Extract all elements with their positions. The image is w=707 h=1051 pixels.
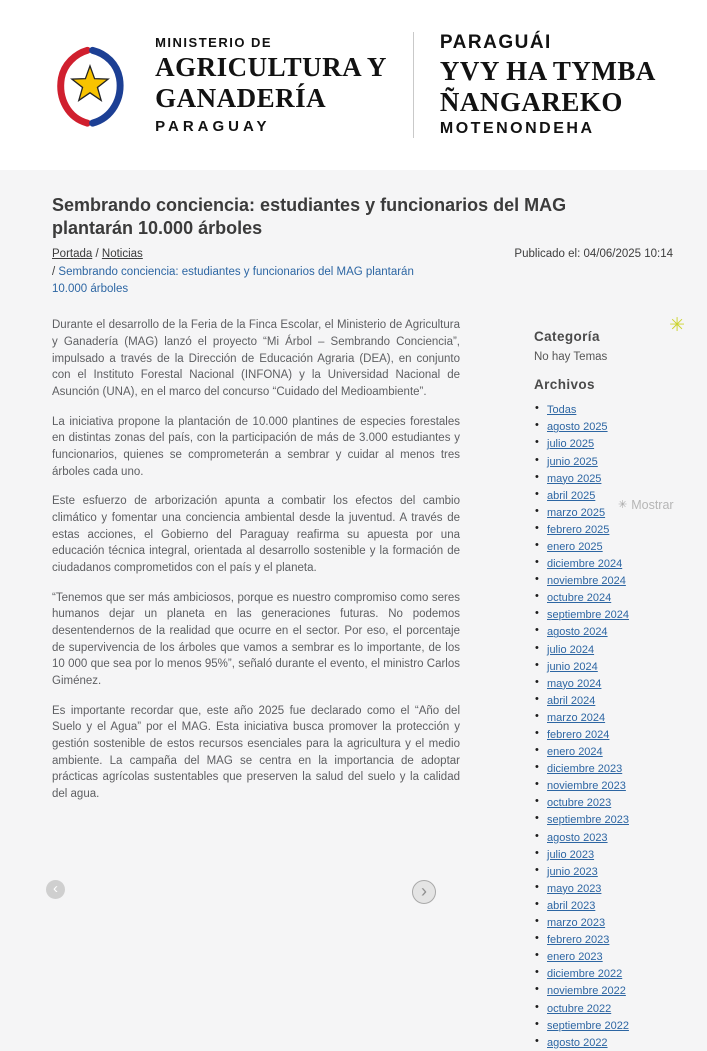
- archive-link[interactable]: marzo 2023: [547, 917, 606, 930]
- archive-link[interactable]: febrero 2024: [547, 729, 610, 741]
- guarani-line-4: MOTENONDEHA: [439, 119, 595, 137]
- archive-link[interactable]: enero 2023: [547, 951, 603, 964]
- archive-link[interactable]: julio 2025: [547, 438, 595, 451]
- archives-heading: Archivos: [534, 377, 595, 393]
- breadcrumb-separator: /: [95, 247, 99, 260]
- archive-item: [534, 521, 673, 538]
- sidebar: [460, 317, 673, 1051]
- archive-link[interactable]: mayo 2024: [547, 677, 602, 690]
- accessibility-asterisk-icon[interactable]: ✳: [669, 315, 685, 336]
- archive-link[interactable]: abril 2023: [547, 899, 596, 912]
- archive-link[interactable]: marzo 2024: [547, 711, 606, 724]
- archive-link[interactable]: mayo 2023: [547, 882, 602, 895]
- archive-item: [534, 743, 673, 760]
- archive-item: [534, 1017, 673, 1034]
- archive-link[interactable]: enero 2025: [547, 540, 603, 553]
- archive-link[interactable]: Todas: [547, 404, 577, 417]
- site-header: [0, 0, 707, 170]
- archive-item: [534, 829, 673, 846]
- archive-item: [534, 863, 673, 880]
- meta-row: [52, 246, 673, 299]
- article-paragraph: La iniciativa propone la plantación de 10.000 plantines de especies forestales en distintas zonas del país, con la participación de más de 3.000 estudiantes y funcionarios, quienes se comprometerán a sembrar y cuidar al menos tres árboles cada uno.: [52, 415, 460, 478]
- ministry-line-4: PARAGUAY: [155, 117, 271, 135]
- archive-item: [534, 470, 673, 487]
- archive-link[interactable]: mayo 2025: [547, 472, 602, 485]
- mostrar-label: Mostrar: [631, 498, 674, 512]
- archive-item: [534, 572, 673, 589]
- page-title: Sembrando conciencia: estudiantes y funcionarios del MAG plantarán 10.000 árboles: [52, 195, 567, 239]
- ministry-line-1: MINISTERIO DE: [155, 35, 273, 51]
- archive-item: [534, 709, 673, 726]
- chevron-right-icon: ›: [421, 880, 427, 901]
- archive-link[interactable]: diciembre 2024: [547, 558, 623, 571]
- content-columns: [52, 317, 673, 1051]
- archive-link[interactable]: abril 2025: [547, 489, 596, 502]
- archive-link[interactable]: octubre 2022: [547, 1002, 612, 1015]
- breadcrumb-separator: /: [52, 265, 56, 278]
- archive-item: [534, 675, 673, 692]
- archive-link[interactable]: marzo 2025: [547, 506, 606, 519]
- archive-item: [534, 641, 673, 658]
- paraguay-coat-of-arms-logo: [51, 40, 129, 130]
- archive-item: [534, 931, 673, 948]
- guarani-wordmark: [440, 32, 656, 137]
- archive-item: [534, 897, 673, 914]
- archive-link[interactable]: junio 2024: [547, 660, 598, 673]
- ministry-wordmark: [155, 35, 387, 134]
- guarani-line-2: YVY HA TYMBA: [439, 56, 656, 87]
- header-divider: [413, 32, 414, 138]
- archive-item: [534, 948, 673, 965]
- archive-item: [534, 453, 673, 470]
- archive-link[interactable]: octubre 2024: [547, 592, 612, 605]
- archive-item: [534, 965, 673, 982]
- archive-link[interactable]: agosto 2023: [547, 831, 608, 844]
- main-content: [0, 170, 707, 1049]
- guarani-line-1: PARAGUÁI: [439, 32, 552, 54]
- archive-link[interactable]: septiembre 2022: [547, 1019, 629, 1032]
- ministry-line-2: AGRICULTURA Y: [155, 52, 387, 83]
- archive-link[interactable]: septiembre 2023: [547, 814, 629, 827]
- archive-item: [534, 914, 673, 931]
- archive-link[interactable]: noviembre 2022: [547, 985, 626, 998]
- archive-item: [534, 1034, 673, 1051]
- archive-item: [534, 1000, 673, 1017]
- archive-link[interactable]: julio 2024: [547, 643, 595, 656]
- archive-link[interactable]: junio 2025: [547, 455, 598, 468]
- archive-link[interactable]: septiembre 2024: [547, 609, 629, 622]
- archive-item: [534, 401, 673, 418]
- chevron-left-icon: ‹: [53, 880, 58, 897]
- archive-link[interactable]: enero 2024: [547, 746, 603, 759]
- archive-item: [534, 846, 673, 863]
- archive-item: [534, 811, 673, 828]
- archive-link[interactable]: febrero 2025: [547, 523, 610, 536]
- article-paragraph: “Tenemos que ser más ambiciosos, porque es nuestro compromiso como seres humanos dejar un planeta en las generaciones futuras. No podemos desentendernos de la realidad que ocurre en el sector. Por eso, el porcentaje de supervivencia de los árboles que vamos a sembrar es lo importante, de los 10 000 que sea por lo menos 95%”, señaló durante el evento, el ministro Carlos Giménez.: [52, 591, 460, 687]
- archive-item: [534, 589, 673, 606]
- archive-item: [534, 418, 673, 435]
- mostrar-tooltip[interactable]: [618, 498, 674, 512]
- published-date: Publicado el: 04/06/2025 10:14: [514, 247, 673, 260]
- article-paragraph: Es importante recordar que, este año 2025 fue declarado como el “Año del Suelo y el Agua” por el MAG. Esta iniciativa busca promover la protección y gestión sostenible de estos recursos esenciales para la agricultura y el medio ambiente. La campaña del MAG se centra en la importancia de adoptar prácticas agrícolas sustentables que preserven la salud del suelo y la calidad del agua.: [52, 704, 460, 801]
- archive-item: [534, 538, 673, 555]
- breadcrumb-portada-link[interactable]: Portada: [52, 247, 93, 260]
- archive-link[interactable]: abril 2024: [547, 694, 596, 707]
- archive-link[interactable]: diciembre 2023: [547, 763, 623, 776]
- archive-item: [534, 760, 673, 777]
- archive-link[interactable]: julio 2023: [547, 848, 595, 861]
- mostrar-asterisk-icon: ✳: [618, 498, 628, 511]
- archive-item: [534, 982, 673, 999]
- breadcrumb-current-link[interactable]: Sembrando conciencia: estudiantes y funcionarios del MAG plantarán 10.000 árboles: [52, 265, 414, 296]
- archive-link[interactable]: agosto 2025: [547, 421, 608, 434]
- archive-link[interactable]: agosto 2022: [547, 1036, 608, 1049]
- archive-item: [534, 658, 673, 675]
- guarani-line-3: ÑANGAREKO: [439, 86, 623, 117]
- archive-link[interactable]: diciembre 2022: [547, 968, 623, 981]
- archive-link[interactable]: junio 2023: [547, 865, 598, 878]
- archive-item: [534, 726, 673, 743]
- category-empty-text: No hay Temas: [534, 351, 608, 364]
- archive-item: [534, 623, 673, 640]
- archive-link[interactable]: febrero 2023: [547, 934, 610, 947]
- carousel-prev-button[interactable]: [46, 880, 65, 899]
- archive-link[interactable]: noviembre 2023: [547, 780, 626, 793]
- breadcrumb: [52, 246, 452, 299]
- ministry-line-3: GANADERÍA: [155, 82, 327, 113]
- archive-item: [534, 794, 673, 811]
- archive-item: [534, 435, 673, 452]
- carousel-next-button[interactable]: [412, 880, 436, 904]
- article-body: [52, 317, 460, 1051]
- breadcrumb-noticias-link[interactable]: Noticias: [101, 247, 143, 260]
- archive-item: [534, 777, 673, 794]
- article-paragraph: Durante el desarrollo de la Feria de la Finca Escolar, el Ministerio de Agricultura y Ganadería (MAG) lanzó el proyecto “Mi Árbol – Sembrando Conciencia”, impulsado a través de la Dirección de Educación Agraria (DEA), en conjunto con el Instituto Forestal Nacional (INFONA) y la Universidad Nacional de Asunción (UNA), en el marco del concurso “Cuidado del Medioambiente”.: [52, 319, 460, 398]
- archive-item: [534, 555, 673, 572]
- category-heading: Categoría: [534, 329, 600, 345]
- archive-item: [534, 880, 673, 897]
- archive-link[interactable]: agosto 2024: [547, 626, 608, 639]
- archive-link[interactable]: octubre 2023: [547, 797, 612, 810]
- archive-item: [534, 692, 673, 709]
- archive-item: [534, 606, 673, 623]
- archive-link[interactable]: noviembre 2024: [547, 575, 626, 588]
- article-paragraph: Este esfuerzo de arborización apunta a combatir los efectos del cambio climático y fomentar una conciencia ambiental desde la juventud. A través de estas acciones, el Gobierno del Paraguay reafirma su apuesta por una educación técnica integral, orientada al desarrollo sostenible y la formación de ciudadanos comprometidos con el país y el planeta.: [52, 495, 460, 574]
